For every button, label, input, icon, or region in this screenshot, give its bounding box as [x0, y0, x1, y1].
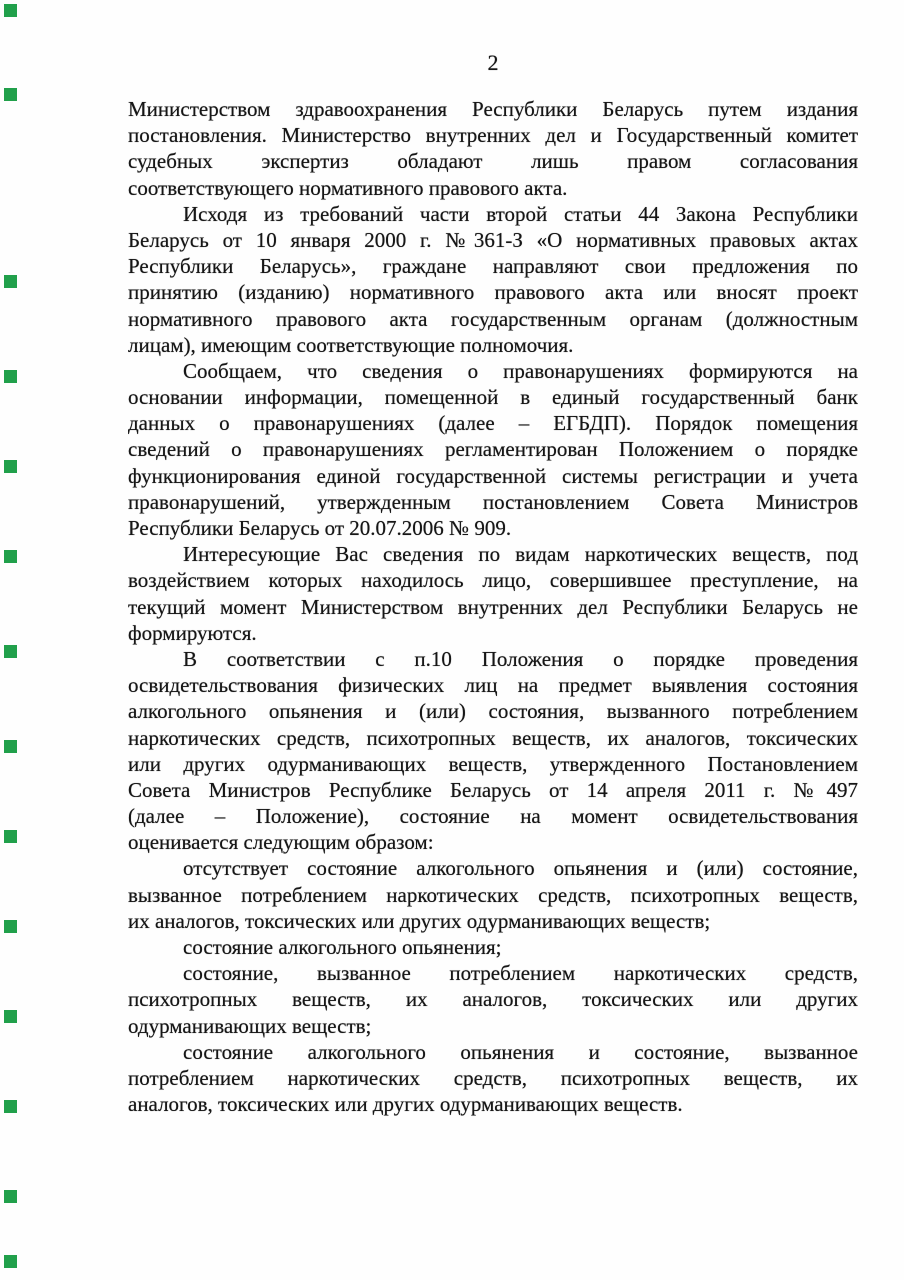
document-body — [128, 96, 858, 1117]
green-edge-marker — [4, 830, 17, 843]
green-edge-marker — [4, 920, 17, 933]
green-edge-marker — [4, 370, 17, 383]
text-line: основании информации, помещенной в единый государственный банк — [128, 385, 858, 410]
text-line: или других одурманивающих веществ, утвержденного Постановлением — [128, 751, 858, 776]
text-line: Беларусь от 10 января 2000 г. №361-З «О нормативных правовых актах — [128, 227, 858, 252]
text-line: отсутствует состояние алкогольного опьянения и (или) состояние, — [183, 856, 858, 881]
green-edge-marker — [4, 4, 17, 17]
text-line: освидетельствования физических лиц на предмет выявления состояния — [128, 673, 858, 698]
text-line: состояние алкогольного опьянения; — [183, 935, 502, 959]
text-line: аналогов, токсических или других одурманивающих веществ. — [128, 1092, 683, 1117]
text-line: В соответствии с п.10 Положения о порядке проведения — [183, 646, 858, 671]
text-line: наркотических средств, психотропных веществ, их аналогов, токсических — [128, 725, 858, 750]
text-line: алкогольного опьянения и (или) состояния, вызванного потреблением — [128, 699, 858, 724]
green-edge-marker — [4, 550, 17, 563]
green-edge-marker — [4, 1190, 17, 1203]
green-edge-marker — [4, 460, 17, 473]
text-line: (далее – Положение), состояние на момент освидетельствования — [128, 804, 858, 829]
text-line: правонарушений, утвержденным постановлением Совета Министров — [128, 489, 858, 514]
text-line: принятию (изданию) нормативного правового акта или вносят проект — [128, 280, 858, 305]
green-edge-marker — [4, 88, 17, 101]
text-line: вызванное потреблением наркотических средств, психотропных веществ, — [128, 882, 858, 907]
text-line: нормативного правового акта государственным органам (должностным — [128, 306, 858, 331]
text-line: Интересующие Вас сведения по видам наркотических веществ, под — [183, 542, 858, 567]
paragraph — [128, 1039, 858, 1118]
text-line: постановления. Министерство внутренних дел и Государственный комитет — [128, 123, 858, 148]
text-line: состояние, вызванное потреблением наркотических средств, — [183, 961, 858, 986]
green-edge-marker — [4, 1010, 17, 1023]
text-line: потреблением наркотических средств, психотропных веществ, их — [128, 1065, 858, 1090]
text-line: формируются. — [128, 620, 257, 645]
text-line: состояние алкогольного опьянения и состояние, вызванное — [183, 1039, 858, 1064]
paragraph — [128, 855, 858, 934]
text-line: Министерством здравоохранения Республики Беларусь путем издания — [128, 97, 858, 121]
paragraph — [128, 358, 858, 541]
text-line: психотропных веществ, их аналогов, токсических или других — [128, 987, 858, 1012]
text-line: данных о правонарушениях (далее – ЕГБДП). Порядок помещения — [128, 411, 858, 436]
text-line: Совета Министров Республике Беларусь от 14 апреля 2011 г. №497 — [128, 777, 858, 802]
text-line: текущий момент Министерством внутренних дел Республики Беларусь не — [128, 594, 858, 619]
text-line: воздействием которых находилось лицо, совершившее преступление, на — [128, 568, 858, 593]
text-line: одурманивающих веществ; — [128, 1013, 372, 1038]
text-line: Исходя из требований части второй статьи 44 Закона Республики — [183, 201, 858, 226]
paragraph — [128, 201, 858, 358]
text-line: соответствующего нормативного правового акта. — [128, 175, 568, 200]
text-line: Республики Беларусь от 20.07.2006 № 909. — [128, 516, 512, 540]
paragraph — [128, 96, 858, 201]
text-line: лицам), имеющим соответствующие полномочия. — [128, 332, 574, 357]
green-edge-marker — [4, 1255, 17, 1268]
text-line: функционирования единой государственной системы регистрации и учета — [128, 463, 858, 488]
text-line: их аналогов, токсических или других одурманивающих веществ; — [128, 908, 711, 933]
green-edge-marker — [4, 1100, 17, 1113]
page-number: 2 — [487, 50, 499, 75]
text-line: Сообщаем, что сведения о правонарушениях формируются на — [183, 358, 858, 383]
green-edge-marker — [4, 645, 17, 658]
paragraph — [128, 934, 858, 960]
text-line: сведений о правонарушениях регламентирован Положением о порядке — [128, 437, 858, 462]
text-line: оценивается следующим образом: — [128, 830, 434, 855]
paragraph — [128, 960, 858, 1039]
text-line: Республики Беларусь», граждане направляют свои предложения по — [128, 254, 858, 279]
text-line: судебных экспертиз обладают лишь правом согласования — [128, 149, 858, 174]
paragraph — [128, 541, 858, 646]
paragraph — [128, 646, 858, 856]
green-edge-marker — [4, 275, 17, 288]
green-edge-marker — [4, 740, 17, 753]
